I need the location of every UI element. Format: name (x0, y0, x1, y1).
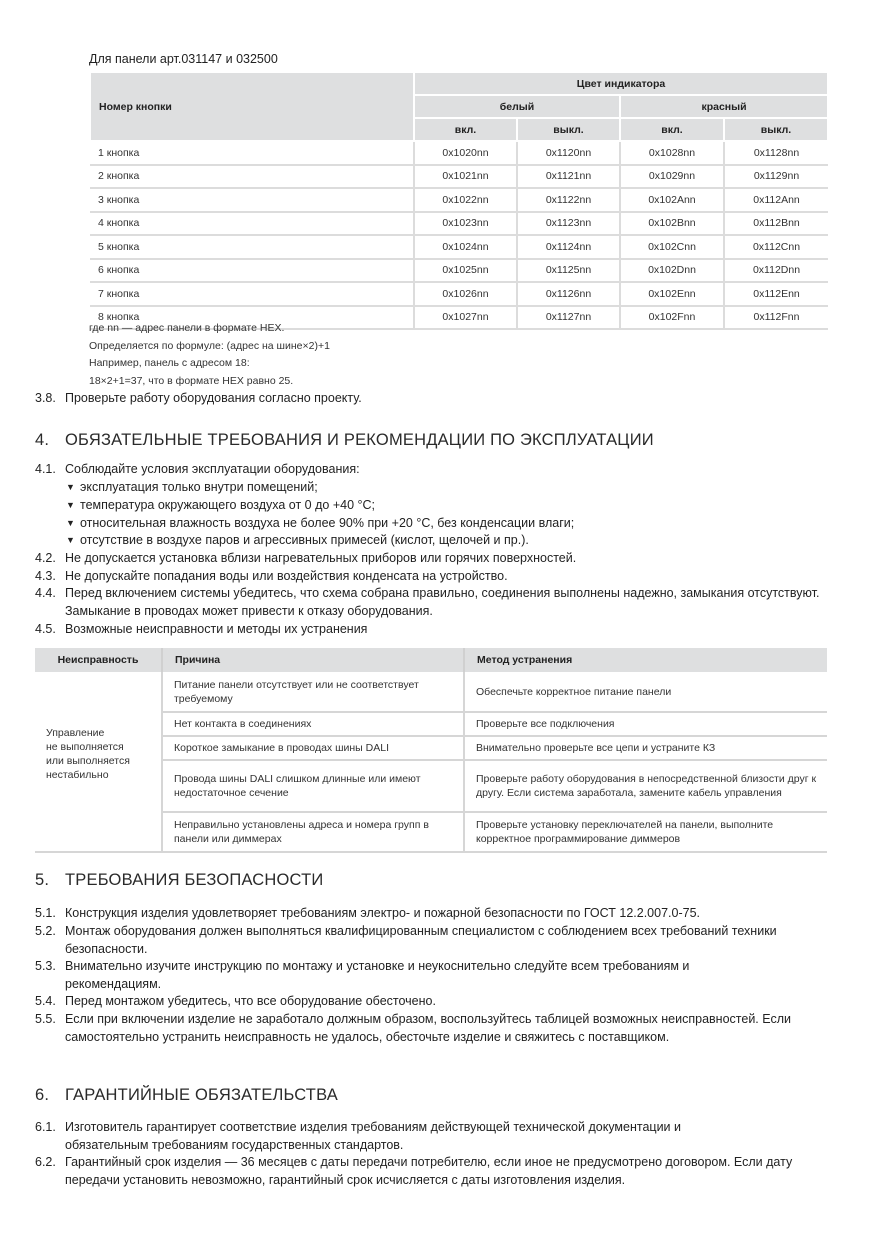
code-cell: 0x1129nn (724, 165, 828, 189)
code-cell: 0x112Cnn (724, 235, 828, 259)
item-5-2 (35, 923, 835, 958)
code-cell: 0x112Bnn (724, 212, 828, 236)
code-cell: 0x1023nn (414, 212, 517, 236)
bullet-text: эксплуатация только внутри помещений; (80, 480, 318, 494)
item-text: Изготовитель гарантирует соответствие изделия требованиям действующей технической документации и обязательным требованиям государственных стандартов. (65, 1120, 681, 1152)
fault-line: не выполняется (46, 740, 124, 753)
section-5-heading (35, 871, 323, 890)
code-cell: 0x1029nn (620, 165, 724, 189)
code-cell: 0x1027nn (414, 306, 517, 330)
code-cell: 0x102Ann (620, 188, 724, 212)
fault-cell (35, 672, 162, 852)
table-row (90, 212, 828, 236)
item-text: Если при включении изделие не заработало должным образом, воспользуйтесь таблицей возможных неисправностей. Если самостоятельно устранить неисправность не удалось, обесточьте изделие и свяжитесь с поставщиком. (65, 1012, 791, 1044)
header-cause: Причина (162, 648, 464, 672)
item-4-4 (35, 585, 835, 620)
item-number: 5.2. (35, 924, 56, 938)
item-number: 5.5. (35, 1012, 56, 1026)
item-4-3 (35, 568, 835, 586)
fix-cell: Проверьте все подключения (464, 712, 827, 736)
code-cell: 0x102Fnn (620, 306, 724, 330)
cause-cell: Короткое замыкание в проводах шины DALI (162, 736, 464, 760)
header-color-white: белый (414, 95, 620, 118)
table-row (35, 672, 827, 712)
faults-table (35, 648, 827, 853)
cause-cell: Неправильно установлены адреса и номера групп в панели или диммерах (162, 812, 464, 852)
table-row (90, 259, 828, 283)
header-fix: Метод устранения (464, 648, 827, 672)
code-cell: 0x1120nn (517, 141, 620, 165)
button-name: 6 кнопка (90, 259, 414, 283)
item-5-1 (35, 905, 835, 923)
fix-cell: Внимательно проверьте все цепи и устраните КЗ (464, 736, 827, 760)
section-number: 6. (35, 1086, 50, 1104)
note-line: где nn — адрес панели в формате HEX. (89, 322, 285, 334)
button-name: 2 кнопка (90, 165, 414, 189)
table-row (90, 165, 828, 189)
item-6-1 (35, 1119, 765, 1154)
code-cell: 0x1028nn (620, 141, 724, 165)
section-4-heading (35, 431, 654, 450)
bullet-item (66, 515, 574, 533)
header-fault: Неисправность (35, 648, 162, 672)
header-white-on: вкл. (414, 118, 517, 141)
code-cell: 0x112Enn (724, 282, 828, 306)
bullet-text: отсутствие в воздухе паров и агрессивных примесей (кислот, щелочей и пр.). (80, 533, 529, 547)
item-text: Не допускайте попадания воды или воздействия конденсата на устройство. (65, 569, 508, 583)
bullet-item (66, 479, 318, 497)
bullet-text: температура окружающего воздуха от 0 до +40 °C; (80, 498, 375, 512)
note-line: Определяется по формуле: (адрес на шине×2)+1 (89, 339, 330, 352)
triangle-bullet-icon: ▼ (66, 535, 75, 545)
fix-cell: Проверьте установку переключателей на панели, выполните корректное программирование диммеров (464, 812, 827, 852)
item-text: Не допускается установка вблизи нагревательных приборов или горячих поверхностей. (65, 551, 577, 565)
item-number: 5.1. (35, 906, 56, 920)
fault-line: Управление (46, 726, 105, 739)
item-number: 5.3. (35, 959, 56, 973)
code-cell: 0x1127nn (517, 306, 620, 330)
button-name: 4 кнопка (90, 212, 414, 236)
code-cell: 0x102Dnn (620, 259, 724, 283)
cause-cell: Провода шины DALI слишком длинные или имеют недостаточное сечение (162, 760, 464, 812)
code-cell: 0x1025nn (414, 259, 517, 283)
codes-table-caption: Для панели арт.031147 и 032500 (89, 52, 278, 66)
code-cell: 0x1121nn (517, 165, 620, 189)
code-cell: 0x112Fnn (724, 306, 828, 330)
code-cell: 0x102Cnn (620, 235, 724, 259)
code-cell: 0x1122nn (517, 188, 620, 212)
header-white-off: выкл. (517, 118, 620, 141)
header-red-off: выкл. (724, 118, 828, 141)
code-cell: 0x102Bnn (620, 212, 724, 236)
item-text: Монтаж оборудования должен выполняться квалифицированным специалистом с соблюдением всех требований техники безопасности. (65, 924, 777, 956)
code-cell: 0x1124nn (517, 235, 620, 259)
fix-cell: Обеспечьте корректное питание панели (464, 672, 827, 712)
code-cell: 0x112Dnn (724, 259, 828, 283)
item-text: Возможные неисправности и методы их устранения (65, 622, 368, 636)
item-text: Соблюдайте условия эксплуатации оборудования: (65, 462, 360, 476)
item-number: 6.2. (35, 1155, 56, 1169)
fault-line: нестабильно (46, 768, 109, 781)
bullet-item (66, 532, 529, 550)
table-row (90, 188, 828, 212)
section-6-heading (35, 1086, 338, 1105)
item-5-5 (35, 1011, 805, 1046)
button-name: 1 кнопка (90, 141, 414, 165)
section-title: ОБЯЗАТЕЛЬНЫЕ ТРЕБОВАНИЯ И РЕКОМЕНДАЦИИ ПО ЭКСПЛУАТАЦИИ (65, 431, 654, 449)
table-row (90, 235, 828, 259)
header-color-red: красный (620, 95, 828, 118)
item-text: Конструкция изделия удовлетворяет требованиям электро- и пожарной безопасности по ГОСТ 12.2.007.0-75. (65, 906, 700, 920)
section-title: ТРЕБОВАНИЯ БЕЗОПАСНОСТИ (65, 871, 324, 889)
table-row (90, 141, 828, 165)
item-number: 4.1. (35, 462, 56, 476)
item-text: Проверьте работу оборудования согласно проекту. (65, 391, 362, 405)
code-cell: 0x112Ann (724, 188, 828, 212)
item-number: 4.3. (35, 569, 56, 583)
fault-line: или выполняется (46, 754, 130, 767)
button-codes-table (89, 71, 829, 330)
section-title: ГАРАНТИЙНЫЕ ОБЯЗАТЕЛЬСТВА (65, 1086, 338, 1104)
item-5-4 (35, 993, 835, 1011)
item-text: Перед монтажом убедитесь, что все оборудование обесточено. (65, 994, 436, 1008)
codes-notes (89, 320, 330, 390)
code-cell: 0x1021nn (414, 165, 517, 189)
code-cell: 0x1026nn (414, 282, 517, 306)
header-indicator-color: Цвет индикатора (414, 72, 828, 95)
triangle-bullet-icon: ▼ (66, 500, 75, 510)
item-number: 3.8. (35, 391, 56, 405)
triangle-bullet-icon: ▼ (66, 518, 75, 528)
code-cell: 0x1123nn (517, 212, 620, 236)
code-cell: 0x1020nn (414, 141, 517, 165)
button-name: 7 кнопка (90, 282, 414, 306)
code-cell: 0x102Enn (620, 282, 724, 306)
section-number: 5. (35, 871, 50, 889)
code-cell: 0x1022nn (414, 188, 517, 212)
header-red-on: вкл. (620, 118, 724, 141)
cause-cell: Нет контакта в соединениях (162, 712, 464, 736)
item-5-3 (35, 958, 775, 993)
item-number: 4.2. (35, 551, 56, 565)
code-cell: 0x1128nn (724, 141, 828, 165)
section-number: 4. (35, 431, 50, 449)
button-name: 8 кнопка (90, 306, 414, 330)
item-4-2 (35, 550, 835, 568)
fix-cell: Проверьте работу оборудования в непосредственной близости друг к другу. Если система заработала, замените кабель управления (464, 760, 827, 812)
item-number: 5.4. (35, 994, 56, 1008)
code-cell: 0x1126nn (517, 282, 620, 306)
item-6-2 (35, 1154, 835, 1189)
item-text: Перед включением системы убедитесь, что схема собрана правильно, соединения выполнены надежно, замыкания отсутствуют. Замыкание в проводах может привести к отказу оборудования. (65, 586, 820, 618)
item-4-1 (35, 461, 835, 479)
bullet-item (66, 497, 375, 515)
item-number: 4.4. (35, 586, 56, 600)
bullet-text: относительная влажность воздуха не более 90% при +20 °C, без конденсации влаги; (80, 516, 575, 530)
item-text: Гарантийный срок изделия — 36 месяцев с даты передачи потребителю, если иное не предусмотрено договором. Если дату передачи установить невозможно, гарантийный срок исчисляется с даты изготовления изделия. (65, 1155, 793, 1187)
button-name: 5 кнопка (90, 235, 414, 259)
note-line: Например, панель с адресом 18: (89, 357, 250, 370)
table-row (90, 282, 828, 306)
item-number: 4.5. (35, 622, 56, 636)
item-4-5 (35, 621, 835, 639)
code-cell: 0x1125nn (517, 259, 620, 283)
item-text: Внимательно изучите инструкцию по монтажу и установке и неукоснительно следуйте всем требованиям и рекомендациям. (65, 959, 690, 991)
item-3-8 (35, 390, 835, 408)
cause-cell: Питание панели отсутствует или не соответствует требуемому (162, 672, 464, 712)
triangle-bullet-icon: ▼ (66, 482, 75, 492)
note-line: 18×2+1=37, что в формате HEX равно 25. (89, 374, 294, 387)
button-name: 3 кнопка (90, 188, 414, 212)
code-cell: 0x1024nn (414, 235, 517, 259)
item-number: 6.1. (35, 1120, 56, 1134)
header-button-number: Номер кнопки (90, 72, 414, 141)
